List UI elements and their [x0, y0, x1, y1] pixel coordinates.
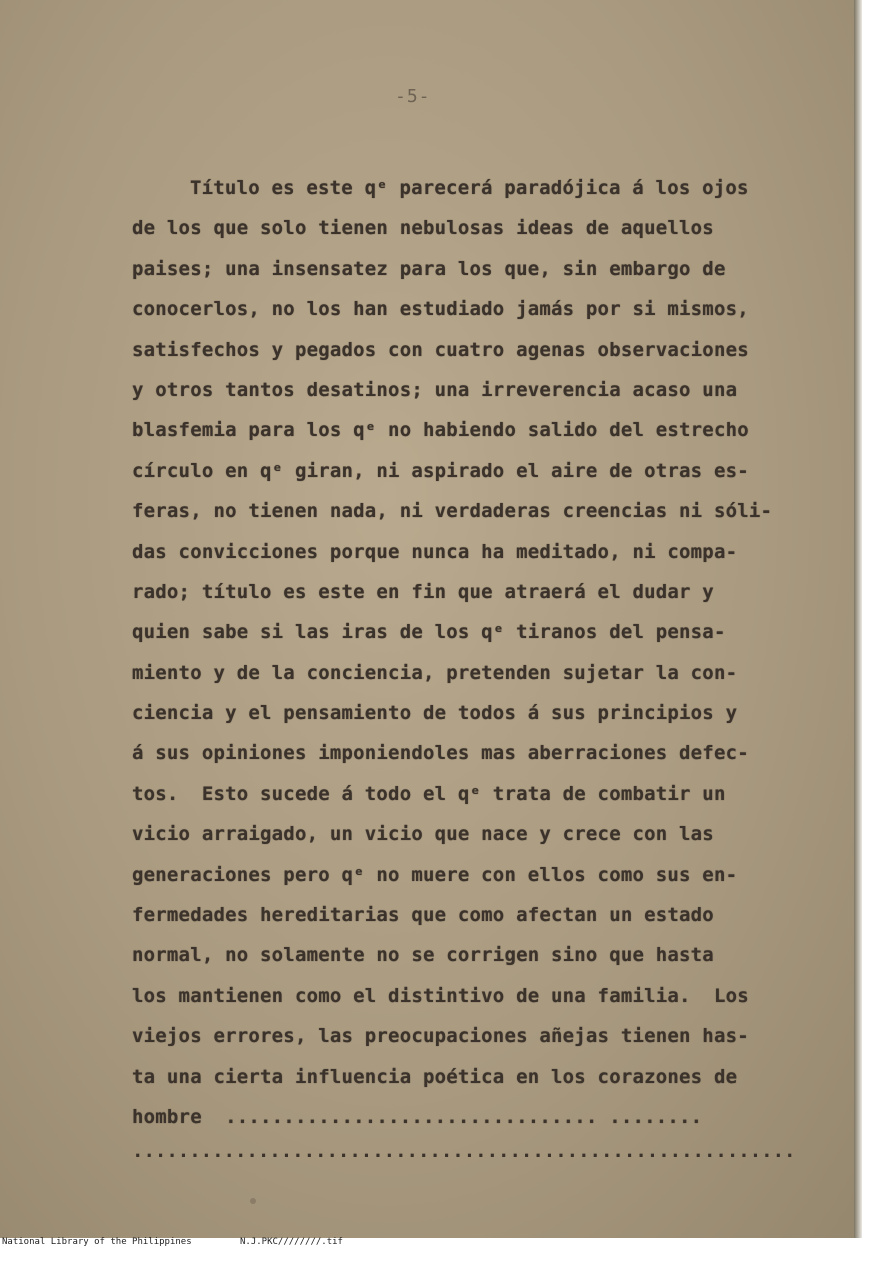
text-line: de los que solo tienen nebulosas ideas de aquellos	[132, 217, 714, 240]
text-line: normal, no solamente no se corrigen sino que hasta	[132, 944, 714, 967]
page-number: -5-	[395, 86, 431, 107]
paper-speck	[250, 1198, 256, 1204]
text-line: ta una cierta influencia poética en los corazones de	[132, 1065, 738, 1088]
text-line: blasfemia para los qᵉ no habiendo salido del estrecho	[132, 419, 749, 442]
text-line: ciencia y el pensamiento de todos á sus principios y	[132, 702, 738, 725]
footer-source: National Library of the Philippines	[2, 1237, 192, 1247]
footer-filename: N.J.PKC////////.tif	[240, 1237, 343, 1247]
body-text	[132, 168, 772, 1137]
text-line: Título es este qᵉ parecerá paradójica á los ojos	[190, 177, 749, 199]
text-line: paises; una insensatez para los que, sin embargo de	[132, 257, 726, 280]
text-line: tos. Esto sucede á todo el qᵉ trata de combatir un	[132, 782, 726, 805]
text-line: los mantienen como el distintivo de una familia. Los	[132, 984, 749, 1007]
text-line: fermedades hereditarias que como afectan un estado	[132, 904, 714, 927]
text-line: quien sabe si las iras de los qᵉ tiranos del pensa-	[132, 621, 726, 644]
text-line: conocerlos, no los han estudiado jamás por si mismos,	[132, 298, 749, 321]
text-line: generaciones pero qᵉ no muere con ellos como sus en-	[132, 863, 738, 886]
text-line: á sus opiniones imponiendoles mas aberraciones defec-	[132, 742, 749, 765]
text-line: miento y de la conciencia, pretenden sujetar la con-	[132, 661, 738, 684]
text-line: círculo en qᵉ giran, ni aspirado el aire de otras es-	[132, 459, 749, 482]
text-line: vicio arraigado, un vicio que nace y crece con las	[132, 823, 714, 846]
text-line: viejos errores, las preocupaciones añejas tienen has-	[132, 1025, 749, 1048]
text-line: das convicciones porque nunca ha meditado, ni compa-	[132, 540, 738, 563]
dotted-line: ..........................................................	[132, 1140, 796, 1162]
text-line: rado; título es este en fin que atraerá el dudar y	[132, 580, 714, 603]
text-line: satisfechos y pegados con cuatro agenas observaciones	[132, 338, 749, 361]
scan-footer	[0, 1238, 870, 1247]
text-line: y otros tantos desatinos; una irreverencia acaso una	[132, 378, 738, 401]
text-line: hombre ................................ ........	[132, 1105, 703, 1128]
page-edge	[854, 0, 862, 1238]
text-line: feras, no tienen nada, ni verdaderas creencias ni sóli-	[132, 500, 773, 523]
